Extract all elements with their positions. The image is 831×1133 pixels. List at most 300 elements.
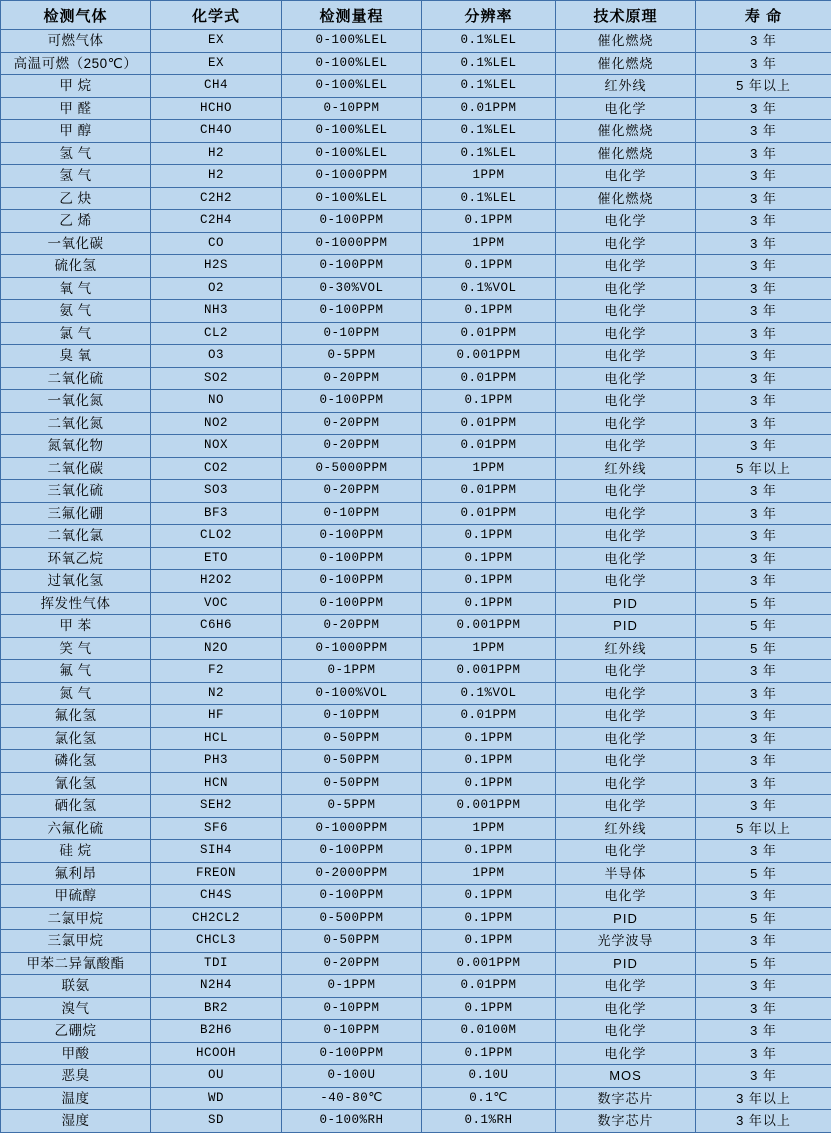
cell-gas: 二氧化氯 [1,525,151,548]
cell-gas: 氟 气 [1,660,151,683]
cell-resolution: 0.1PPM [422,1042,556,1065]
cell-gas: 氮氧化物 [1,435,151,458]
cell-principle: 电化学 [556,772,696,795]
cell-formula: H2O2 [151,570,282,593]
cell-lifetime: 3 年 [696,210,831,233]
cell-formula: VOC [151,592,282,615]
cell-principle: 电化学 [556,210,696,233]
cell-resolution: 1PPM [422,637,556,660]
cell-formula: CH4 [151,75,282,98]
cell-lifetime: 3 年 [696,345,831,368]
cell-lifetime: 3 年 [696,52,831,75]
cell-lifetime: 3 年 [696,300,831,323]
cell-resolution: 0.1PPM [422,885,556,908]
cell-formula: ETO [151,547,282,570]
cell-resolution: 0.1PPM [422,930,556,953]
cell-range: 0-10PPM [282,322,422,345]
cell-gas: 二氯甲烷 [1,907,151,930]
cell-resolution: 0.001PPM [422,952,556,975]
table-row [1,1110,831,1133]
cell-resolution: 0.001PPM [422,345,556,368]
cell-gas: 氮 气 [1,682,151,705]
table-row [1,862,831,885]
cell-range: 0-100%VOL [282,682,422,705]
cell-resolution: 0.1%LEL [422,142,556,165]
cell-principle: 红外线 [556,637,696,660]
cell-principle: 电化学 [556,570,696,593]
table-row [1,435,831,458]
cell-range: 0-100%RH [282,1110,422,1133]
cell-principle: 电化学 [556,502,696,525]
cell-resolution: 1PPM [422,817,556,840]
cell-formula: CH4O [151,120,282,143]
cell-formula: PH3 [151,750,282,773]
cell-principle: 光学波导 [556,930,696,953]
cell-lifetime: 3 年 [696,1065,831,1088]
cell-principle: 电化学 [556,435,696,458]
cell-lifetime: 3 年 [696,255,831,278]
cell-resolution: 0.001PPM [422,795,556,818]
cell-range: 0-100%LEL [282,75,422,98]
table-row [1,997,831,1020]
cell-gas: 臭 氧 [1,345,151,368]
cell-resolution: 0.1%LEL [422,187,556,210]
cell-resolution: 0.01PPM [422,97,556,120]
table-row [1,210,831,233]
cell-principle: 催化燃烧 [556,30,696,53]
cell-formula: CLO2 [151,525,282,548]
cell-range: 0-100PPM [282,390,422,413]
cell-gas: 氢 气 [1,142,151,165]
cell-formula: NO2 [151,412,282,435]
cell-formula: FREON [151,862,282,885]
table-row [1,840,831,863]
cell-principle: PID [556,952,696,975]
cell-formula: OU [151,1065,282,1088]
table-row [1,975,831,998]
cell-principle: 电化学 [556,367,696,390]
cell-gas: 三氟化硼 [1,502,151,525]
cell-resolution: 0.1PPM [422,592,556,615]
cell-gas: 环氧乙烷 [1,547,151,570]
cell-resolution: 0.1%LEL [422,52,556,75]
cell-principle: 数字芯片 [556,1087,696,1110]
cell-formula: B2H6 [151,1020,282,1043]
table-row [1,502,831,525]
cell-lifetime: 3 年 [696,570,831,593]
table-row [1,705,831,728]
cell-gas: 甲 苯 [1,615,151,638]
table-row [1,232,831,255]
cell-range: 0-50PPM [282,930,422,953]
table-row [1,525,831,548]
cell-range: 0-5PPM [282,795,422,818]
cell-resolution: 0.1PPM [422,750,556,773]
cell-lifetime: 3 年 [696,660,831,683]
cell-formula: BF3 [151,502,282,525]
cell-resolution: 0.1℃ [422,1087,556,1110]
cell-principle: MOS [556,1065,696,1088]
cell-gas: 二氧化氮 [1,412,151,435]
cell-range: 0-1000PPM [282,817,422,840]
cell-gas: 挥发性气体 [1,592,151,615]
cell-gas: 温度 [1,1087,151,1110]
cell-resolution: 0.1%VOL [422,277,556,300]
cell-range: 0-20PPM [282,615,422,638]
table-row [1,952,831,975]
table-row [1,750,831,773]
cell-gas: 一氧化碳 [1,232,151,255]
cell-principle: PID [556,907,696,930]
cell-principle: 电化学 [556,750,696,773]
cell-range: 0-2000PPM [282,862,422,885]
cell-range: 0-100PPM [282,255,422,278]
cell-range: 0-100PPM [282,885,422,908]
cell-principle: 电化学 [556,975,696,998]
cell-resolution: 0.1PPM [422,840,556,863]
table-row [1,390,831,413]
cell-lifetime: 5 年以上 [696,75,831,98]
cell-principle: 催化燃烧 [556,142,696,165]
cell-lifetime: 3 年 [696,885,831,908]
table-row [1,682,831,705]
cell-gas: 可燃气体 [1,30,151,53]
cell-formula: NH3 [151,300,282,323]
cell-principle: 电化学 [556,97,696,120]
cell-range: 0-5000PPM [282,457,422,480]
cell-formula: CH2CL2 [151,907,282,930]
cell-gas: 硅 烷 [1,840,151,863]
table-row [1,120,831,143]
table-row [1,277,831,300]
cell-formula: CO2 [151,457,282,480]
cell-range: 0-10PPM [282,97,422,120]
cell-gas: 联氨 [1,975,151,998]
cell-resolution: 0.01PPM [422,412,556,435]
cell-range: 0-10PPM [282,705,422,728]
cell-principle: 电化学 [556,1020,696,1043]
cell-range: 0-20PPM [282,952,422,975]
cell-formula: SF6 [151,817,282,840]
table-row [1,142,831,165]
cell-principle: 电化学 [556,525,696,548]
cell-resolution: 0.1PPM [422,300,556,323]
table-row [1,727,831,750]
cell-resolution: 0.1PPM [422,390,556,413]
table-row [1,1020,831,1043]
column-header-lifetime: 寿 命 [696,1,831,30]
cell-gas: 氧 气 [1,277,151,300]
cell-principle: 电化学 [556,660,696,683]
cell-resolution: 0.1%VOL [422,682,556,705]
column-header-formula: 化学式 [151,1,282,30]
cell-range: 0-100PPM [282,592,422,615]
cell-resolution: 0.1PPM [422,210,556,233]
cell-resolution: 0.001PPM [422,660,556,683]
table-row [1,1042,831,1065]
cell-range: 0-50PPM [282,750,422,773]
cell-range: 0-100PPM [282,1042,422,1065]
cell-range: 0-100PPM [282,570,422,593]
cell-principle: 电化学 [556,277,696,300]
cell-gas: 笑 气 [1,637,151,660]
table-row [1,885,831,908]
table-row [1,30,831,53]
column-header-gas: 检测气体 [1,1,151,30]
cell-range: 0-100%LEL [282,120,422,143]
cell-range: 0-10PPM [282,502,422,525]
cell-gas: 氯 气 [1,322,151,345]
cell-lifetime: 3 年 [696,795,831,818]
cell-resolution: 0.1PPM [422,570,556,593]
cell-lifetime: 3 年 [696,930,831,953]
cell-resolution: 0.1%LEL [422,120,556,143]
cell-lifetime: 3 年 [696,1042,831,1065]
cell-formula: SIH4 [151,840,282,863]
cell-principle: 电化学 [556,885,696,908]
cell-gas: 氨 气 [1,300,151,323]
cell-formula: HF [151,705,282,728]
table-row [1,187,831,210]
table-row [1,592,831,615]
cell-resolution: 0.1PPM [422,772,556,795]
column-header-range: 检测量程 [282,1,422,30]
cell-principle: 电化学 [556,345,696,368]
cell-lifetime: 3 年 [696,165,831,188]
cell-lifetime: 3 年 [696,142,831,165]
cell-resolution: 1PPM [422,165,556,188]
cell-principle: 电化学 [556,547,696,570]
cell-lifetime: 3 年 [696,750,831,773]
cell-lifetime: 3 年 [696,232,831,255]
cell-range: 0-20PPM [282,480,422,503]
cell-range: 0-100PPM [282,840,422,863]
cell-gas: 过氧化氢 [1,570,151,593]
cell-formula: HCHO [151,97,282,120]
cell-formula: TDI [151,952,282,975]
cell-range: 0-1PPM [282,975,422,998]
table-row [1,367,831,390]
cell-resolution: 1PPM [422,457,556,480]
cell-resolution: 0.01PPM [422,480,556,503]
cell-resolution: 0.1%LEL [422,30,556,53]
cell-formula: O3 [151,345,282,368]
table-row [1,817,831,840]
table-row [1,547,831,570]
cell-lifetime: 3 年 [696,435,831,458]
cell-range: 0-500PPM [282,907,422,930]
cell-resolution: 0.001PPM [422,615,556,638]
cell-gas: 甲 醇 [1,120,151,143]
cell-lifetime: 3 年以上 [696,1087,831,1110]
cell-gas: 二氧化硫 [1,367,151,390]
cell-formula: O2 [151,277,282,300]
cell-resolution: 0.1PPM [422,255,556,278]
table-row [1,1065,831,1088]
table-row [1,930,831,953]
table-row [1,75,831,98]
cell-range: 0-30%VOL [282,277,422,300]
cell-formula: SD [151,1110,282,1133]
cell-principle: 电化学 [556,727,696,750]
cell-lifetime: 3 年 [696,187,831,210]
cell-range: 0-20PPM [282,412,422,435]
cell-formula: CHCL3 [151,930,282,953]
cell-range: 0-1000PPM [282,232,422,255]
cell-range: 0-1000PPM [282,637,422,660]
cell-principle: 数字芯片 [556,1110,696,1133]
cell-range: 0-50PPM [282,772,422,795]
column-header-principle: 技术原理 [556,1,696,30]
cell-formula: H2 [151,142,282,165]
cell-lifetime: 3 年 [696,772,831,795]
cell-principle: 红外线 [556,457,696,480]
cell-resolution: 0.1PPM [422,997,556,1020]
cell-gas: 甲 醛 [1,97,151,120]
cell-resolution: 1PPM [422,862,556,885]
cell-range: 0-100%LEL [282,142,422,165]
table-row [1,772,831,795]
table-row [1,97,831,120]
table-row [1,300,831,323]
cell-gas: 三氧化硫 [1,480,151,503]
cell-principle: PID [556,592,696,615]
cell-gas: 高温可燃（250℃） [1,52,151,75]
cell-range: 0-100%LEL [282,30,422,53]
cell-principle: 催化燃烧 [556,52,696,75]
cell-range: 0-100PPM [282,210,422,233]
cell-range: 0-100%LEL [282,187,422,210]
cell-formula: N2O [151,637,282,660]
cell-formula: SO3 [151,480,282,503]
cell-resolution: 0.01PPM [422,322,556,345]
cell-formula: WD [151,1087,282,1110]
cell-range: 0-100PPM [282,525,422,548]
table-row [1,165,831,188]
cell-formula: C6H6 [151,615,282,638]
cell-lifetime: 5 年 [696,615,831,638]
cell-lifetime: 3 年 [696,727,831,750]
table-row [1,907,831,930]
column-header-resolution: 分辨率 [422,1,556,30]
cell-range: 0-20PPM [282,367,422,390]
cell-resolution: 0.1PPM [422,727,556,750]
cell-lifetime: 3 年 [696,322,831,345]
cell-resolution: 0.01PPM [422,367,556,390]
cell-range: 0-1PPM [282,660,422,683]
cell-formula: NOX [151,435,282,458]
cell-gas: 磷化氢 [1,750,151,773]
cell-lifetime: 3 年 [696,390,831,413]
cell-principle: 电化学 [556,300,696,323]
cell-lifetime: 3 年以上 [696,1110,831,1133]
cell-resolution: 0.01PPM [422,975,556,998]
cell-gas: 二氧化碳 [1,457,151,480]
cell-gas: 恶臭 [1,1065,151,1088]
table-row [1,615,831,638]
table-row [1,480,831,503]
cell-lifetime: 5 年以上 [696,817,831,840]
cell-principle: 催化燃烧 [556,187,696,210]
cell-range: -40-80℃ [282,1087,422,1110]
table-row [1,570,831,593]
cell-gas: 乙 炔 [1,187,151,210]
cell-gas: 乙硼烷 [1,1020,151,1043]
cell-formula: EX [151,30,282,53]
cell-formula: CH4S [151,885,282,908]
cell-principle: 电化学 [556,682,696,705]
cell-formula: EX [151,52,282,75]
cell-gas: 六氟化硫 [1,817,151,840]
cell-formula: CO [151,232,282,255]
cell-principle: 电化学 [556,705,696,728]
table-row [1,660,831,683]
cell-principle: 电化学 [556,322,696,345]
cell-lifetime: 5 年 [696,862,831,885]
cell-principle: 电化学 [556,390,696,413]
table-body [1,30,831,1133]
table-row [1,345,831,368]
table-row [1,457,831,480]
cell-lifetime: 3 年 [696,367,831,390]
cell-principle: 电化学 [556,480,696,503]
cell-gas: 甲硫醇 [1,885,151,908]
table-row [1,52,831,75]
header-row [1,1,831,30]
cell-formula: HCL [151,727,282,750]
cell-gas: 硫化氢 [1,255,151,278]
cell-principle: 催化燃烧 [556,120,696,143]
cell-lifetime: 3 年 [696,547,831,570]
cell-gas: 氟化氢 [1,705,151,728]
cell-gas: 甲苯二异氰酸酯 [1,952,151,975]
cell-resolution: 0.01PPM [422,705,556,728]
cell-resolution: 0.1%RH [422,1110,556,1133]
cell-principle: 电化学 [556,412,696,435]
table-row [1,1087,831,1110]
cell-gas: 氯化氢 [1,727,151,750]
cell-principle: PID [556,615,696,638]
cell-formula: H2 [151,165,282,188]
cell-resolution: 0.0100M [422,1020,556,1043]
cell-lifetime: 3 年 [696,480,831,503]
cell-range: 0-100PPM [282,547,422,570]
cell-gas: 三氯甲烷 [1,930,151,953]
table-row [1,255,831,278]
cell-formula: N2H4 [151,975,282,998]
cell-principle: 电化学 [556,255,696,278]
cell-resolution: 0.1%LEL [422,75,556,98]
cell-resolution: 0.10U [422,1065,556,1088]
cell-resolution: 1PPM [422,232,556,255]
cell-gas: 氟利昂 [1,862,151,885]
cell-formula: H2S [151,255,282,278]
cell-gas: 甲 烷 [1,75,151,98]
cell-gas: 乙 烯 [1,210,151,233]
cell-lifetime: 3 年 [696,30,831,53]
cell-lifetime: 5 年 [696,637,831,660]
table-row [1,322,831,345]
table-row [1,412,831,435]
cell-resolution: 0.01PPM [422,435,556,458]
cell-formula: HCOOH [151,1042,282,1065]
cell-principle: 电化学 [556,1042,696,1065]
cell-formula: C2H2 [151,187,282,210]
cell-gas: 甲酸 [1,1042,151,1065]
cell-range: 0-20PPM [282,435,422,458]
cell-resolution: 0.1PPM [422,547,556,570]
cell-lifetime: 3 年 [696,705,831,728]
